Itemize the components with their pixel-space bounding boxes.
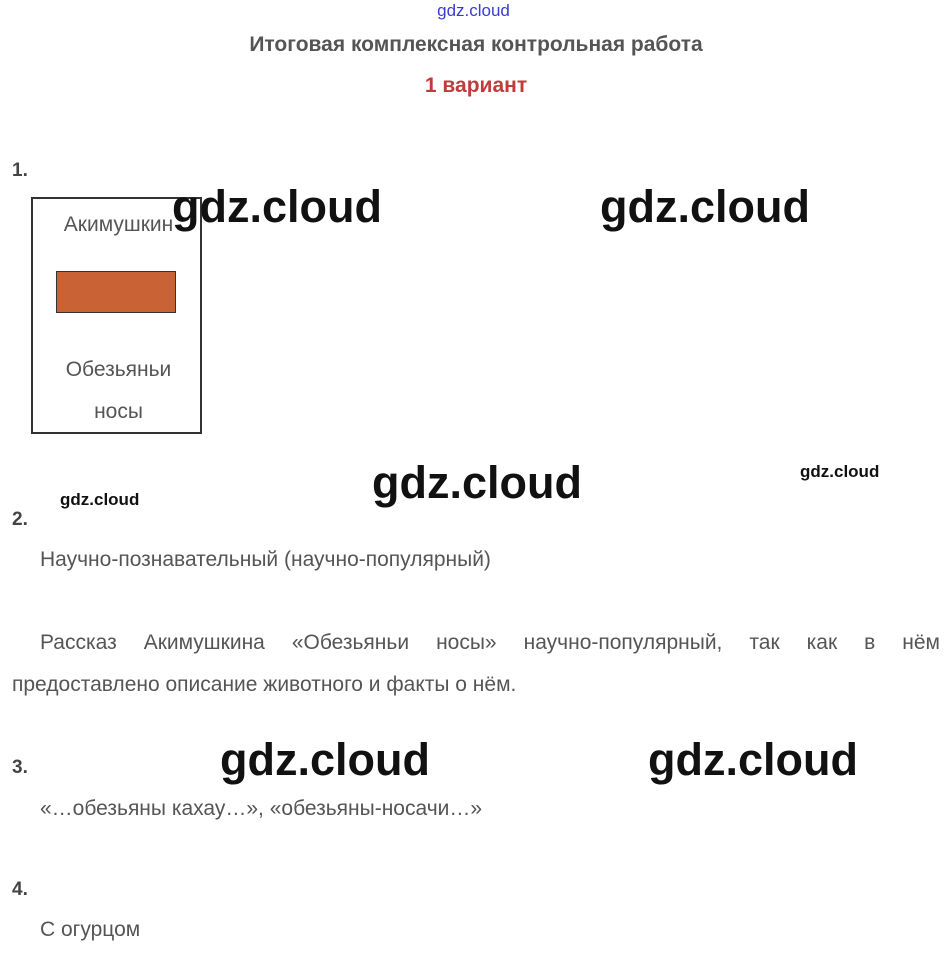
book-cover-author: Акимушкин	[63, 213, 174, 236]
question-4-number: 4.	[12, 879, 28, 900]
watermark-small: gdz.cloud	[60, 490, 140, 509]
question-3-number: 3.	[12, 757, 28, 778]
page-title: Итоговая комплексная контрольная работа	[249, 33, 703, 56]
question-1-number: 1.	[12, 160, 28, 181]
watermark-large: gdz.cloud	[600, 181, 810, 232]
question-2-number: 2.	[12, 509, 28, 530]
book-cover-color-block	[56, 271, 176, 313]
watermark-large: gdz.cloud	[648, 734, 858, 785]
question-2-explanation-line1: Рассказ Акимушкина «Обезьяньи носы» научно-популярный, так как в нём	[40, 631, 940, 654]
book-cover-title-line1: Обезьяньи	[65, 358, 172, 381]
top-watermark: gdz.cloud	[437, 1, 510, 20]
book-cover-title-line2: носы	[94, 400, 143, 423]
question-3-answer: «…обезьяны кахау…», «обезьяны-носачи…»	[40, 797, 483, 820]
watermark-large: gdz.cloud	[172, 181, 382, 232]
question-2-answer: Научно-познавательный (научно-популярный)	[40, 548, 491, 571]
question-4-answer: С огурцом	[40, 918, 141, 941]
watermark-large: gdz.cloud	[220, 734, 430, 785]
variant-label: 1 вариант	[424, 74, 528, 97]
watermark-small: gdz.cloud	[800, 462, 880, 481]
question-2-explanation-line2: предоставлено описание животного и факты о нём.	[12, 673, 517, 696]
book-cover-title	[33, 349, 204, 433]
question-2-explanation	[12, 622, 940, 706]
watermark-large: gdz.cloud	[372, 457, 582, 508]
